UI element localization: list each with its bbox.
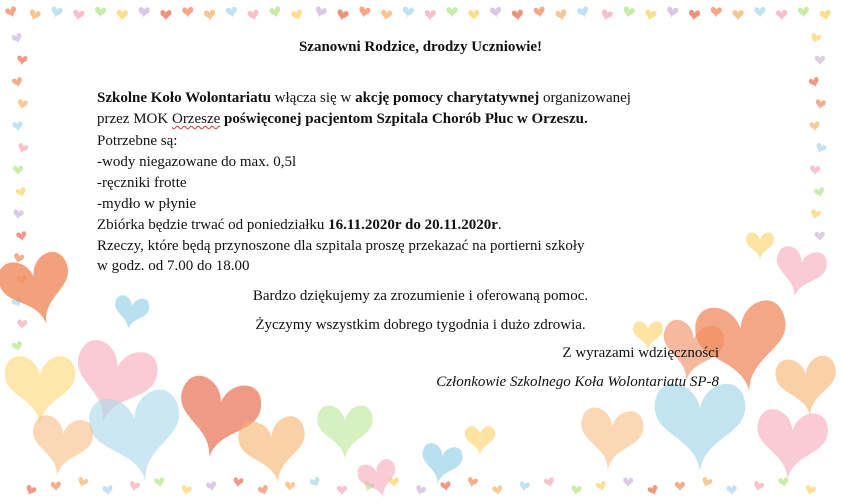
needed-item: -mydło w płynie bbox=[97, 196, 197, 212]
intro-line-2: przez MOK Orzesze poświęconej pacjentom Szpitala Chorób Płuc w Orzeszu. bbox=[97, 111, 588, 127]
delivery-hours: w godz. od 7.00 do 18.00 bbox=[97, 258, 250, 274]
needed-label: Potrzebne są: bbox=[97, 133, 178, 149]
intro-line-1: Szkolne Koło Wolontariatu włącza się w akcję pomocy charytatywnej organizowanej bbox=[97, 90, 631, 106]
needed-item: -ręczniki frotte bbox=[97, 175, 187, 191]
delivery-line: Rzeczy, które będą przynoszone dla szpitala proszę przekazać na portierni szkoły bbox=[97, 238, 585, 254]
collection-dates: 16.11.2020r do 20.11.2020r bbox=[328, 217, 498, 233]
collection-dates-line: Zbiórka będzie trwać od poniedziałku 16.11.2020r do 20.11.2020r. bbox=[97, 217, 502, 233]
closing-text: Z wyrazami wdzięczności bbox=[562, 345, 719, 361]
town-name: Orzesze bbox=[171, 111, 221, 127]
purpose-text: poświęconej pacjentom Szpitala Chorób Płuc w Orzeszu. bbox=[224, 111, 588, 127]
signature-text: Członkowie Szkolnego Koła Wolontariatu SP-8 bbox=[436, 374, 719, 390]
org-name: Szkolne Koło Wolontariatu bbox=[97, 90, 271, 106]
needed-item: -wody niegazowane do max. 0,5l bbox=[97, 154, 297, 170]
wishes-text: Życzymy wszystkim dobrego tygodnia i dużo zdrowia. bbox=[255, 317, 586, 333]
thanks-text: Bardzo dziękujemy za zrozumienie i oferowaną pomoc. bbox=[252, 288, 589, 304]
letter-greeting: Szanowni Rodzice, drodzy Uczniowie! bbox=[298, 39, 543, 55]
action-name: akcję pomocy charytatywnej bbox=[355, 90, 540, 106]
